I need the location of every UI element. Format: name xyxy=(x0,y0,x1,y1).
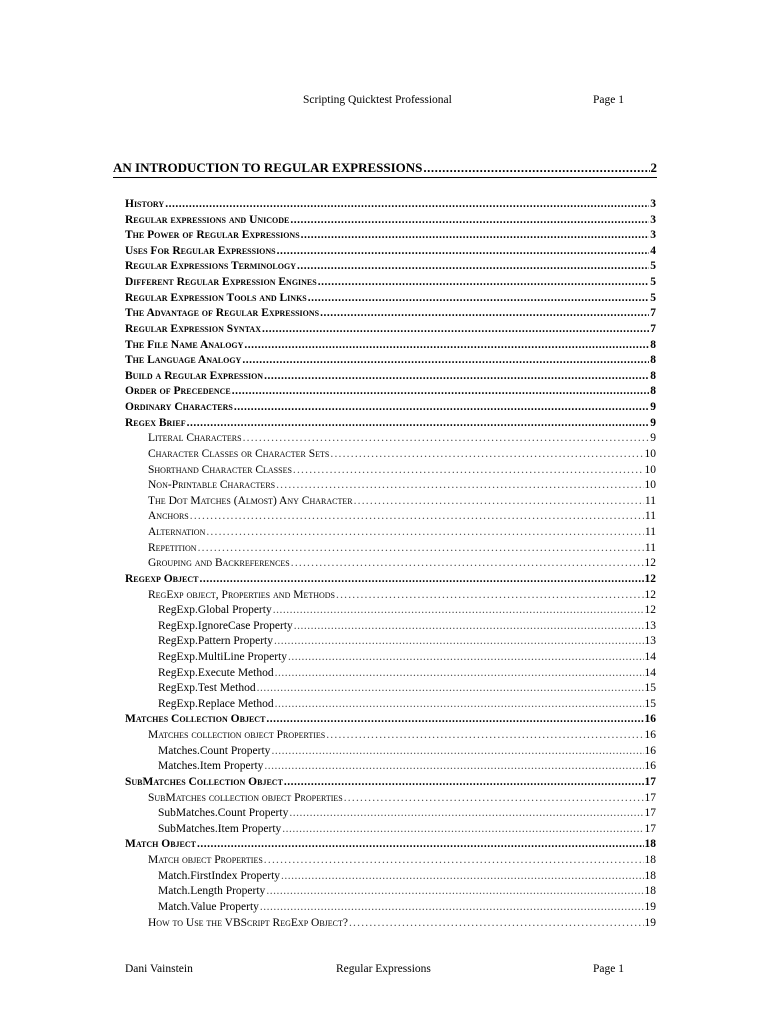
toc-entry-title: Alternation xyxy=(148,526,206,539)
toc-entry-title: Ordinary Characters xyxy=(125,401,233,414)
toc-entry-page-number: 18 xyxy=(644,854,656,867)
toc-entry-title: Literal Characters xyxy=(148,432,242,445)
toc-entry-page-number: 14 xyxy=(644,650,656,663)
toc-entry-title: AN INTRODUCTION TO REGULAR EXPRESSIONS xyxy=(113,160,423,175)
toc-entry-title: Shorthand Character Classes xyxy=(148,463,292,476)
toc-entry-page-number: 17 xyxy=(644,822,656,835)
toc-entry-level-2[interactable] xyxy=(148,432,656,448)
toc-entry-level-1[interactable] xyxy=(125,214,656,230)
toc-entry-page-number: 12 xyxy=(644,588,656,601)
toc-dot-leader xyxy=(187,417,650,429)
toc-entry-level-1[interactable] xyxy=(125,370,656,386)
toc-dot-leader xyxy=(354,495,644,507)
toc-dot-leader xyxy=(257,682,644,694)
toc-entry-page-number: 17 xyxy=(644,791,656,804)
toc-dot-leader xyxy=(271,745,643,757)
toc-dot-leader xyxy=(344,792,644,804)
toc-entry-level-2[interactable] xyxy=(148,557,656,573)
toc-entry-page-number: 13 xyxy=(644,619,656,632)
toc-entry-page-number: 16 xyxy=(644,729,656,742)
toc-entry-page-number: 12 xyxy=(644,604,656,617)
toc-dot-leader xyxy=(244,339,649,351)
toc-dot-leader xyxy=(273,604,644,616)
toc-entry-level-3[interactable] xyxy=(158,667,656,683)
toc-dot-leader xyxy=(318,276,650,288)
toc-entry-title: Uses For Regular Expressions xyxy=(125,244,276,257)
toc-dot-leader xyxy=(308,292,650,304)
toc-entry-title: SubMatches.Item Property xyxy=(158,822,282,835)
toc-dot-leader xyxy=(288,651,643,663)
toc-dot-leader xyxy=(284,776,644,788)
toc-entry-page-number: 18 xyxy=(644,885,656,898)
toc-entry-title: RegExp.IgnoreCase Property xyxy=(158,619,293,632)
toc-entry-page-number: 11 xyxy=(644,526,656,539)
toc-entry-page-number: 3 xyxy=(650,198,656,210)
toc-entry-page-number: 14 xyxy=(644,666,656,679)
toc-entry-page-number: 4 xyxy=(650,244,656,257)
toc-entry-page-number: 19 xyxy=(644,916,656,929)
toc-entry-title: RegExp.Pattern Property xyxy=(158,635,273,648)
toc-entry-level-1[interactable] xyxy=(125,307,656,323)
toc-dot-leader xyxy=(243,432,650,444)
toc-dot-leader xyxy=(264,370,649,382)
toc-dot-leader xyxy=(336,589,644,601)
toc-entry-level-2[interactable] xyxy=(148,589,656,605)
toc-entry-level-3[interactable] xyxy=(158,620,656,636)
toc-entry-title: Regular Expression Syntax xyxy=(125,322,261,335)
toc-entry-page-number: 5 xyxy=(650,260,656,273)
toc-entry-page-number: 13 xyxy=(644,635,656,648)
toc-dot-leader xyxy=(289,807,643,819)
toc-entry-level-3[interactable] xyxy=(158,682,656,698)
toc-entry-level-2[interactable] xyxy=(148,495,656,511)
toc-entry-title: Regular Expressions Terminology xyxy=(125,260,296,273)
toc-entry-title: Repetition xyxy=(148,541,197,554)
toc-dot-leader xyxy=(282,823,643,835)
toc-dot-leader xyxy=(290,214,649,226)
toc-entry-level-3[interactable] xyxy=(158,885,656,901)
toc-entry-level-1[interactable] xyxy=(125,417,656,433)
toc-dot-leader xyxy=(297,260,649,272)
toc-entry-level-2[interactable] xyxy=(148,917,656,933)
toc-entry-page-number: 8 xyxy=(650,385,656,398)
toc-entry-level-2[interactable] xyxy=(148,464,656,480)
toc-dot-leader xyxy=(264,760,643,772)
toc-entry-title: Different Regular Expression Engines xyxy=(125,276,317,289)
footer-page-number: Page 1 xyxy=(593,963,624,975)
toc-dot-leader xyxy=(198,542,644,554)
toc-dot-leader xyxy=(266,885,643,897)
toc-entry-title: History xyxy=(125,198,165,210)
toc-entry-page-number: 3 xyxy=(650,229,656,242)
toc-entry-page-number: 17 xyxy=(644,775,656,788)
toc-entry-page-number: 16 xyxy=(644,713,656,726)
toc-entry-level-3[interactable] xyxy=(158,901,656,917)
toc-entry-page-number: 16 xyxy=(644,744,656,757)
toc-entry-page-number: 11 xyxy=(644,541,656,554)
toc-entry-level-2[interactable] xyxy=(148,448,656,464)
toc-entry-level-1[interactable] xyxy=(125,323,656,339)
toc-entry-title: Regex Brief xyxy=(125,416,186,429)
toc-entry-title: SubMatches collection object Properties xyxy=(148,791,343,804)
toc-entry-page-number: 17 xyxy=(644,807,656,820)
toc-entry-level-1[interactable] xyxy=(125,354,656,370)
toc-entry-title: Order of Precedence xyxy=(125,385,231,398)
toc-dot-leader xyxy=(274,635,644,647)
toc-entry-title: Matches.Count Property xyxy=(158,744,271,757)
toc-entry-page-number: 10 xyxy=(644,479,656,492)
toc-entry-title: Grouping and Backreferences xyxy=(148,557,290,570)
toc-entry-title: Regular expressions and Unicode xyxy=(125,213,290,226)
toc-entry-title: Match.FirstIndex Property xyxy=(158,869,281,882)
toc-entry-level-2[interactable] xyxy=(148,479,656,495)
toc-entry-page-number: 10 xyxy=(644,463,656,476)
toc-dot-leader xyxy=(199,573,643,585)
toc-entry-level-1[interactable] xyxy=(125,276,656,292)
toc-entry-level-1[interactable] xyxy=(125,838,656,854)
toc-entry-page-number: 10 xyxy=(644,447,656,460)
toc-entry-page-number: 15 xyxy=(644,697,656,710)
toc-dot-leader xyxy=(349,917,644,929)
toc-entry-title: SubMatches.Count Property xyxy=(158,807,289,820)
toc-entry-level-2[interactable] xyxy=(148,542,656,558)
toc-entry-level-1[interactable] xyxy=(125,713,656,729)
toc-entry-title: Regular Expression Tools and Links xyxy=(125,291,307,304)
toc-entry-title: Regexp Object xyxy=(125,572,199,585)
toc-dot-leader xyxy=(293,464,644,476)
header-page-number: Page 1 xyxy=(593,94,624,106)
toc-entry-page-number: 8 xyxy=(650,354,656,367)
toc-dot-leader xyxy=(262,323,649,335)
toc-entry-level-2[interactable] xyxy=(148,729,656,745)
toc-entry-page-number: 18 xyxy=(644,838,656,851)
toc-entry-page-number: 18 xyxy=(644,869,656,882)
toc-entry-title: RegExp.Replace Method xyxy=(158,697,274,710)
toc-entry-level-2[interactable] xyxy=(148,792,656,808)
toc-entry-level-1[interactable] xyxy=(125,776,656,792)
toc-dot-leader xyxy=(190,510,644,522)
toc-entry-title: RegExp object, Properties and Methods xyxy=(148,588,335,601)
toc-entry-level-3[interactable] xyxy=(158,807,656,823)
toc-dot-leader xyxy=(330,448,643,460)
toc-entry-page-number: 9 xyxy=(650,401,656,414)
toc-entry-level-3[interactable] xyxy=(158,698,656,714)
toc-entry-level-3[interactable] xyxy=(158,604,656,620)
toc-dot-leader xyxy=(423,160,649,176)
toc-entry-level-0[interactable] xyxy=(113,160,657,178)
footer-title: Regular Expressions xyxy=(336,963,431,975)
toc-entry-title: Anchors xyxy=(148,510,189,523)
toc-entry-level-2[interactable] xyxy=(148,854,656,870)
toc-entry-level-3[interactable] xyxy=(158,635,656,651)
toc-entry-page-number: 16 xyxy=(644,760,656,773)
toc-entry-level-2[interactable] xyxy=(148,510,656,526)
toc-entry-level-1[interactable] xyxy=(125,245,656,261)
toc-dot-leader xyxy=(277,245,650,257)
toc-entry-title: The Power of Regular Expressions xyxy=(125,229,300,242)
toc-dot-leader xyxy=(320,307,649,319)
toc-entry-title: Match Object xyxy=(125,838,196,851)
toc-entry-level-1[interactable] xyxy=(125,229,656,245)
toc-entry-level-3[interactable] xyxy=(158,870,656,886)
toc-entry-title: The Advantage of Regular Expressions xyxy=(125,307,320,320)
toc-entry-page-number: 12 xyxy=(644,572,656,585)
toc-entry-level-3[interactable] xyxy=(158,745,656,761)
toc-entry-level-1[interactable] xyxy=(125,339,656,355)
toc-dot-leader xyxy=(301,229,650,241)
toc-entry-level-3[interactable] xyxy=(158,760,656,776)
toc-dot-leader xyxy=(294,620,644,632)
toc-entry-level-1[interactable] xyxy=(125,573,656,589)
toc-entry-title: Build a Regular Expression xyxy=(125,369,264,382)
toc-entry-level-1[interactable] xyxy=(125,401,656,417)
toc-entry-title: SubMatches Collection Object xyxy=(125,775,283,788)
toc-dot-leader xyxy=(242,354,649,366)
toc-entry-title: Matches.Item Property xyxy=(158,760,264,773)
toc-entry-level-1[interactable] xyxy=(125,198,656,214)
toc-entry-title: Match.Value Property xyxy=(158,900,259,913)
toc-entry-title: Character Classes or Character Sets xyxy=(148,447,330,460)
toc-entry-page-number: 12 xyxy=(644,557,656,570)
toc-dot-leader xyxy=(281,870,643,882)
toc-entry-page-number: 5 xyxy=(650,291,656,304)
toc-entry-level-2[interactable] xyxy=(148,526,656,542)
toc-entry-level-1[interactable] xyxy=(125,292,656,308)
toc-entry-page-number: 8 xyxy=(650,369,656,382)
toc-entry-title: The File Name Analogy xyxy=(125,338,244,351)
toc-entry-title: RegExp.MultiLine Property xyxy=(158,650,288,663)
toc-entry-page-number: 11 xyxy=(644,510,656,523)
toc-entry-page-number: 11 xyxy=(644,494,656,507)
toc-dot-leader xyxy=(266,713,643,725)
toc-dot-leader xyxy=(275,667,644,679)
toc-entry-page-number: 9 xyxy=(650,432,656,445)
footer-author: Dani Vainstein xyxy=(125,963,193,975)
toc-entry-page-number: 9 xyxy=(650,416,656,429)
toc-dot-leader xyxy=(276,479,643,491)
toc-entry-title: The Dot Matches (Almost) Any Character xyxy=(148,494,353,507)
toc-entry-page-number: 15 xyxy=(644,682,656,695)
toc-entry-page-number: 3 xyxy=(650,213,656,226)
toc-entry-title: Non-Printable Characters xyxy=(148,479,276,492)
toc-dot-leader xyxy=(291,557,644,569)
toc-dot-leader xyxy=(234,401,649,413)
toc-entry-title: Match object Properties xyxy=(148,854,263,867)
toc-entry-page-number: 7 xyxy=(650,307,656,320)
toc-entry-level-1[interactable] xyxy=(125,385,656,401)
toc-entry-title: Matches collection object Properties xyxy=(148,729,326,742)
toc-entry-title: RegExp.Test Method xyxy=(158,682,256,695)
toc-entry-title: RegExp.Execute Method xyxy=(158,666,274,679)
toc-entry-title: How to Use the VBScript RegExp Object? xyxy=(148,916,348,929)
toc-entry-level-3[interactable] xyxy=(158,823,656,839)
toc-dot-leader xyxy=(232,385,650,397)
toc-dot-leader xyxy=(206,526,644,538)
toc-entry-level-3[interactable] xyxy=(158,651,656,667)
toc-entry-page-number: 8 xyxy=(650,338,656,351)
toc-dot-leader xyxy=(326,729,643,741)
toc-dot-leader xyxy=(275,698,644,710)
toc-entry-title: Match.Length Property xyxy=(158,885,266,898)
header-title: Scripting Quicktest Professional xyxy=(303,94,452,106)
toc-dot-leader xyxy=(197,838,644,850)
toc-entry-level-1[interactable] xyxy=(125,260,656,276)
toc-dot-leader xyxy=(165,198,649,210)
toc-entry-page-number: 5 xyxy=(650,276,656,289)
toc-entry-page-number: 7 xyxy=(650,322,656,335)
toc-entry-page-number: 2 xyxy=(650,160,657,175)
toc-entry-title: The Language Analogy xyxy=(125,354,242,367)
toc-entry-title: Matches Collection Object xyxy=(125,713,266,726)
toc-dot-leader xyxy=(264,854,644,866)
toc-dot-leader xyxy=(260,901,644,913)
toc-entry-title: RegExp.Global Property xyxy=(158,604,272,617)
toc-entry-page-number: 19 xyxy=(644,900,656,913)
